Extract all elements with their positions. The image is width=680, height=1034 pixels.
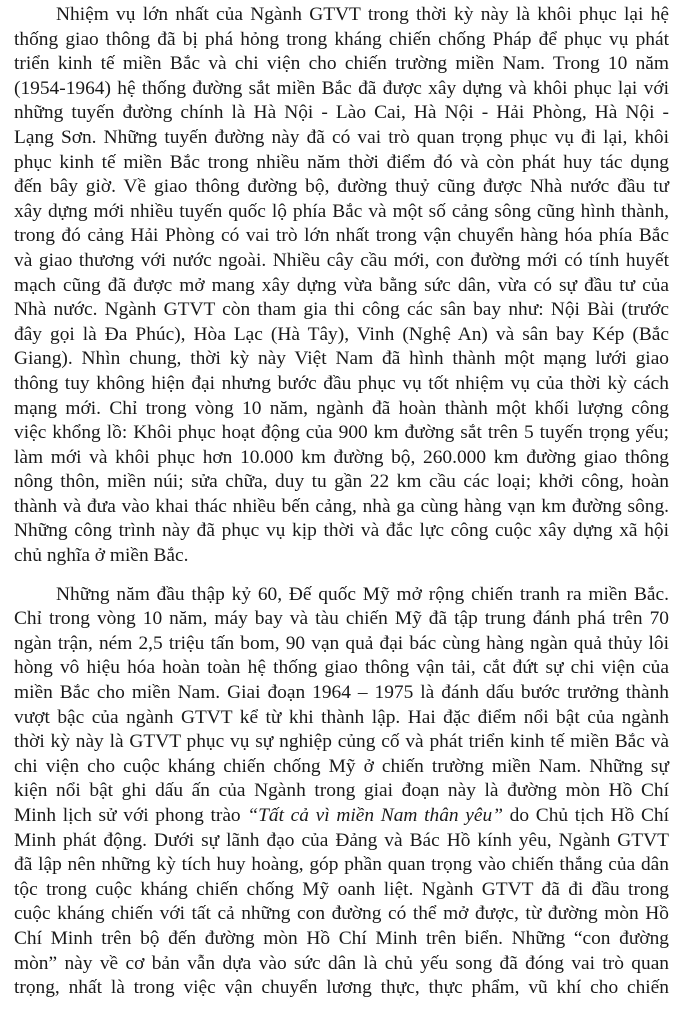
text-line: đây gọi là Đa Phúc), Hòa Lạc (Hà Tây), Vinh (Nghệ An) và sân bay Kép (Bắc: [14, 323, 669, 345]
slogan-quote: “Tất cả vì miền Nam thân yêu”: [247, 805, 503, 826]
text-line: chủ nghĩa ở miền Bắc.: [14, 545, 189, 567]
text-line: Nhiệm vụ lớn nhất của Ngành GTVT trong thời kỳ này là khôi phục lại hệ: [56, 4, 669, 25]
text-line: tộc trong cuộc kháng chiến chống Mỹ oanh liệt. Ngành GTVT đã đi đầu trong: [14, 878, 669, 900]
text-line: triển kinh tế miền Bắc và chi viện cho chiến trường miền Nam. Trong 10 năm: [14, 53, 669, 75]
text-line: thông tuy không hiện đại nhưng bước đầu phục vụ tốt nhiệm vụ của thời kỳ cách: [14, 372, 669, 394]
text-line: Nhà nước. Ngành GTVT còn tham gia thi công các sân bay như: Nội Bài (trước: [14, 299, 669, 321]
text-line: đã lập nên những kỳ tích huy hoàng, góp phần quan trọng vào chiến thắng của dân: [14, 854, 669, 876]
text-line: (1954-1964) hệ thống đường sắt miền Bắc đã được xây dựng và khôi phục lại với: [14, 77, 669, 99]
text-line: đến bây giờ. Về giao thông đường bộ, đường thuỷ cũng được Nhà nước đầu tư: [14, 176, 669, 198]
document-page: [14, 3, 669, 1001]
text-line: trọng, nhất là trong việc vận chuyển lương thực, thực phẩm, vũ khí cho chiến: [14, 977, 669, 999]
text-line: thời kỳ này là GTVT phục vụ sự nghiệp củng cố và phát triển kinh tế miền Bắc và: [14, 731, 669, 753]
text-line: Minh phát động. Dưới sự lãnh đạo của Đảng và Bác Hồ kính yêu, Ngành GTVT: [14, 829, 669, 851]
text-line: thống giao thông đã bị phá hỏng trong kháng chiến chống Pháp để phục vụ phát: [14, 28, 669, 50]
text-line: xây dựng mới nhiều tuyến quốc lộ phía Bắc và một số cảng sông cũng hình thành,: [14, 200, 669, 222]
text-line: Giang). Nhìn chung, thời kỳ này Việt Nam đã hình thành một mạng lưới giao: [14, 348, 669, 370]
paragraph-1: [14, 3, 669, 569]
text-line: kiện nổi bật ghi dấu ấn của Ngành trong giai đoạn này là đường mòn Hồ Chí: [14, 780, 669, 802]
text-line: việc khổng lồ: Khôi phục hoạt động của 900 km đường sắt trên 5 tuyến trọng yếu;: [14, 422, 669, 444]
text-line: vượt bậc của ngành GTVT kể từ khi thành lập. Hai đặc điểm nổi bật của ngành: [14, 706, 669, 728]
text-line: Lạng Sơn. Những tuyến đường này đã có vai trò quan trọng phục vụ đi lại, khôi: [14, 126, 669, 148]
text-line: cuộc kháng chiến với tất cả những con đường có thể mở được, từ đường mòn Hồ: [14, 903, 669, 925]
text-line: những tuyến đường chính là Hà Nội - Lào Cai, Hà Nội - Hải Phòng, Hà Nội -: [14, 102, 669, 124]
text-line: mòn” này về cơ bản vẫn dựa vào sức dân là chủ yếu song đã đóng vai trò quan: [14, 952, 669, 974]
text-line: Chỉ trong vòng 10 năm, máy bay và tàu chiến Mỹ đã tập trung đánh phá trên 70: [14, 608, 669, 630]
text-line: ngàn trận, ném 2,5 triệu tấn bom, 90 vạn quả đại bác cùng hàng ngàn quả thủy lôi: [14, 632, 669, 654]
text-line: Những công trình này đã phục vụ kịp thời và đắc lực công cuộc xây dựng xã hội: [14, 520, 669, 542]
text-segment: Minh lịch sử với phong trào: [14, 805, 248, 826]
text-line: hòng vô hiệu hóa hoàn toàn hệ thống giao thông vận tải, cắt đứt sự chi viện của: [14, 657, 669, 679]
text-line: trong đó cảng Hải Phòng có vai trò lớn nhất trong vận chuyển hàng hóa phía Bắc: [14, 225, 669, 247]
text-line: nông thôn, miền núi; sửa chữa, duy tu gần 22 km cầu các loại; khởi công, hoàn: [14, 471, 669, 493]
paragraph-2: [14, 583, 669, 1001]
text-line: và giao thương với nước ngoài. Nhiều cây cầu mới, con đường mới có tính huyết: [14, 249, 669, 271]
text-line: Chí Minh trên bộ đến đường mòn Hồ Chí Minh trên biển. Những “con đường: [14, 927, 669, 949]
text-line-with-quote: [14, 804, 669, 829]
text-line: miền Bắc cho miền Nam. Giai đoạn 1964 – 1975 là đánh dấu bước trưởng thành: [14, 682, 669, 704]
text-line: phục kinh tế miền Bắc trong nhiều năm thời điểm đó và còn phát huy tác dụng: [14, 151, 669, 173]
text-line: mạng mới. Chỉ trong vòng 10 năm, ngành đã hoàn thành một khối lượng công: [14, 397, 669, 419]
text-line: thành và đưa vào khai thác nhiều bến cảng, nhà ga cùng hàng vạn km đường sông.: [14, 495, 669, 517]
text-line: Những năm đầu thập kỷ 60, Đế quốc Mỹ mở rộng chiến tranh ra miền Bắc.: [56, 583, 669, 605]
text-segment: do Chủ tịch Hồ Chí: [502, 805, 669, 826]
text-line: chi viện cho cuộc kháng chiến chống Mỹ ở chiến trường miền Nam. Những sự: [14, 755, 669, 777]
text-line: làm mới và khôi phục hơn 10.000 km đường bộ, 260.000 km đường giao thông: [14, 446, 669, 468]
text-line: mạch cũng đã được mở mang xây dựng vừa bằng sức dân, vừa có sự đầu tư của: [14, 274, 669, 296]
